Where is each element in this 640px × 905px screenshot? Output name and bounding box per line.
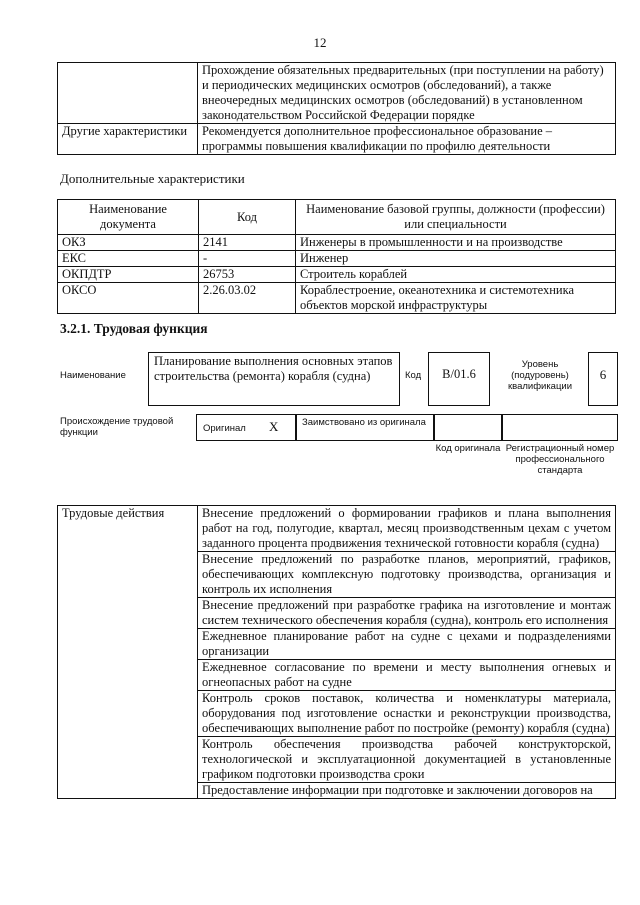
table-header-row <box>58 200 616 235</box>
code-label: Код <box>405 370 422 381</box>
table-cell: Инженеры в промышленности и на производстве <box>296 235 616 251</box>
table-cell: Инженер <box>296 251 616 267</box>
function-name-box: Планирование выполнения основных этапов строительства (ремонта) корабля (судна) <box>148 352 400 406</box>
table-row <box>58 283 616 314</box>
table-cell: 2141 <box>199 235 296 251</box>
origin-code-caption: Код оригинала <box>435 443 501 454</box>
table-cell: Строитель кораблей <box>296 267 616 283</box>
section-heading: Дополнительные характеристики <box>60 171 245 186</box>
original-mark: X <box>269 419 279 434</box>
action-item: Ежедневное планирование работ на судне с цехами и подразделениями организации <box>198 629 616 660</box>
section-title: 3.2.1. Трудовая функция <box>60 321 208 336</box>
table-cell: ЕКС <box>58 251 199 267</box>
row-label: Другие характеристики <box>58 124 198 155</box>
column-header: Наименование документа <box>58 200 199 235</box>
level-box: 6 <box>588 352 618 406</box>
table-row <box>58 267 616 283</box>
action-item: Контроль обеспечения производства рабочей конструкторской, технологической и эксплуатационной документацией в установленные графиком подготовки производства сроки <box>198 737 616 783</box>
level-label: Уровень (подуровень) квалификации <box>507 359 573 392</box>
table-row <box>58 63 616 124</box>
table-row <box>58 124 616 155</box>
reg-number-box <box>502 414 618 441</box>
action-item: Предоставление информации при подготовке и заключении договоров на <box>198 783 616 799</box>
table-row <box>58 506 616 552</box>
requirements-table <box>57 62 616 155</box>
action-item: Ежедневное согласование по времени и месту выполнения огневых и огнеопасных работ на судне <box>198 660 616 691</box>
column-header: Наименование базовой группы, должности (профессии) или специальности <box>296 200 616 235</box>
function-code-box: B/01.6 <box>428 352 490 406</box>
table-cell: 26753 <box>199 267 296 283</box>
action-item: Внесение предложений о формировании графиков и плана выполнения работ на год, полугодие, квартал, месяц производственным цехам с учетом заданного процента продвижения технической готовности корабля (судна) <box>198 506 616 552</box>
action-item: Внесение предложений при разработке графика на изготовление и монтаж систем технического обеспечения корабля (судна), контроль его исполнения <box>198 598 616 629</box>
row-text: Прохождение обязательных предварительных (при поступлении на работу) и периодических медицинских осмотров (обследований), а также внеочередных медицинских осмотров (обследований) в установленном законодательством Российской Федерации порядке <box>198 63 616 124</box>
action-item: Внесение предложений по разработке планов, мероприятий, графиков, обеспечивающих комплексную подготовку производства, организация и контроль их исполнения <box>198 552 616 598</box>
table-cell: ОКПДТР <box>58 267 199 283</box>
borrowed-box: Заимствовано из оригинала <box>296 414 434 441</box>
column-header: Код <box>199 200 296 235</box>
actions-label: Трудовые действия <box>58 506 198 799</box>
action-item: Контроль сроков поставок, количества и номенклатуры материала, оборудования под изготовление оснастки и реконструкции производства, обеспечивающих выполнение работ по постройке (ремонту) корабля (судна) <box>198 691 616 737</box>
table-cell: ОКСО <box>58 283 199 314</box>
table-row <box>58 235 616 251</box>
reg-number-caption: Регистрационный номер профессионального стандарта <box>505 443 615 476</box>
row-text: Рекомендуется дополнительное профессиональное образование – программы повышения квалификации по профилю деятельности <box>198 124 616 155</box>
labor-actions-table <box>57 505 616 799</box>
table-cell: ОКЗ <box>58 235 199 251</box>
page-number: 12 <box>313 35 327 50</box>
table-cell: - <box>199 251 296 267</box>
table-cell: Кораблестроение, океанотехника и системотехника объектов морской инфраструктуры <box>296 283 616 314</box>
additional-characteristics-table <box>57 199 616 314</box>
origin-label: Происхождение трудовой функции <box>60 416 174 438</box>
table-row <box>58 251 616 267</box>
table-cell: 2.26.03.02 <box>199 283 296 314</box>
original-label: Оригинал <box>203 423 246 434</box>
name-label: Наименование <box>60 370 126 381</box>
row-label <box>58 63 198 124</box>
origin-code-box <box>434 414 502 441</box>
original-box <box>196 414 296 441</box>
